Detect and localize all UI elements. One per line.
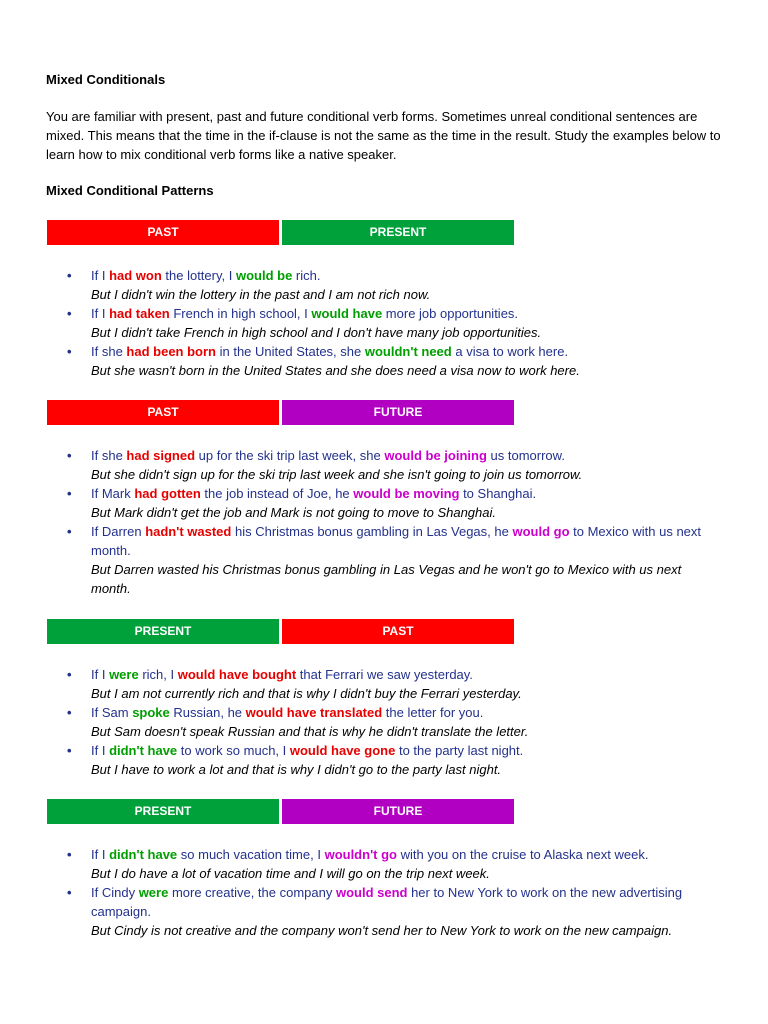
example-item [91, 883, 718, 940]
sentence-text: the lottery, I [161, 268, 236, 283]
sentence-text: more job opportunities. [382, 306, 519, 321]
example-sentence [91, 703, 718, 722]
pattern-headers [47, 799, 736, 824]
example-sentence [91, 741, 718, 760]
patterns-heading: Mixed Conditional Patterns [46, 183, 214, 198]
if-clause-time-header: PAST [47, 400, 279, 425]
example-item [91, 484, 718, 522]
sentence-text: with you on the cruise to Alaska next week. [396, 847, 649, 862]
bullet-icon [67, 522, 72, 541]
sentence-text: rich. [292, 268, 321, 283]
bullet-icon [67, 304, 72, 323]
result-clause-verb: would have [311, 306, 383, 321]
if-clause-verb: had taken [109, 306, 170, 321]
if-clause-verb: were [109, 667, 139, 682]
sentence-text: the job instead of Joe, he [200, 486, 354, 501]
example-sentence [91, 665, 718, 684]
pattern-section [46, 799, 736, 940]
sentence-text: so much vacation time, I [177, 847, 325, 862]
example-sentence [91, 304, 718, 323]
pattern-section [46, 220, 736, 380]
sentence-text: to work so much, I [177, 743, 290, 758]
sentence-text: If Sam [91, 705, 133, 720]
sentence-text: If Darren [91, 524, 146, 539]
intro-paragraph: You are familiar with present, past and future conditional verb forms. Sometimes unreal conditional sentences are mixed. This means that the time in the if-clause is not the same as the time in the result. Study the examples below to learn how to mix conditional verb forms like a native speaker. [46, 109, 721, 162]
pattern-headers [47, 619, 736, 644]
result-clause-verb: would have bought [177, 667, 297, 682]
sentence-text: a visa to work here. [451, 344, 569, 359]
result-time-header: PAST [282, 619, 514, 644]
example-item [91, 266, 718, 304]
if-clause-verb: had signed [126, 448, 196, 463]
result-time-header: FUTURE [282, 799, 514, 824]
result-clause-verb: would be [235, 268, 293, 283]
example-item [91, 342, 718, 380]
sentence-text: up for the ski trip last week, she [195, 448, 385, 463]
example-explanation: But Cindy is not creative and the company won't send her to New York to work on the new campaign. [91, 923, 673, 938]
bullet-icon [67, 342, 72, 361]
example-explanation: But I didn't win the lottery in the past and I am not rich now. [91, 287, 431, 302]
sentence-text: more creative, the company [168, 885, 336, 900]
bullet-icon [67, 484, 72, 503]
result-clause-verb: wouldn't go [324, 847, 397, 862]
sentence-text: If I [91, 743, 110, 758]
example-explanation: But Mark didn't get the job and Mark is not going to move to Shanghai. [91, 505, 496, 520]
result-clause-verb: would have gone [289, 743, 396, 758]
bullet-icon [67, 883, 72, 902]
sentence-text: in the United States, she [215, 344, 365, 359]
if-clause-time-header: PRESENT [47, 619, 279, 644]
if-clause-time-header: PAST [47, 220, 279, 245]
result-clause-verb: would send [335, 885, 408, 900]
example-explanation: But I have to work a lot and that is why I didn't go to the party last night. [91, 762, 502, 777]
example-sentence [91, 266, 718, 285]
examples-list [46, 446, 718, 598]
sentence-text: rich, I [138, 667, 178, 682]
if-clause-verb: didn't have [109, 743, 178, 758]
example-sentence [91, 342, 718, 361]
examples-list [46, 266, 718, 380]
sentence-text: French in high school, I [169, 306, 312, 321]
example-item [91, 703, 718, 741]
bullet-icon [67, 266, 72, 285]
result-time-header: PRESENT [282, 220, 514, 245]
document-title: Mixed Conditionals [46, 72, 166, 87]
sentence-text: If she [91, 344, 127, 359]
if-clause-verb: spoke [132, 705, 170, 720]
result-clause-verb: would be joining [384, 448, 487, 463]
example-sentence [91, 446, 718, 465]
if-clause-verb: had gotten [134, 486, 201, 501]
example-item [91, 741, 718, 779]
bullet-icon [67, 703, 72, 722]
sentence-text: his Christmas bonus gambling in Las Vegas, he [231, 524, 513, 539]
pattern-headers [47, 220, 736, 245]
example-sentence [91, 484, 718, 503]
example-explanation: But she didn't sign up for the ski trip last week and she isn't going to join us tomorrow. [91, 467, 583, 482]
example-item [91, 446, 718, 484]
pattern-section [46, 400, 736, 598]
result-clause-verb: wouldn't need [364, 344, 452, 359]
example-item [91, 304, 718, 342]
sentence-text: If I [91, 306, 110, 321]
examples-list [46, 665, 718, 779]
pattern-headers [47, 400, 736, 425]
example-explanation: But I am not currently rich and that is why I didn't buy the Ferrari yesterday. [91, 686, 522, 701]
if-clause-time-header: PRESENT [47, 799, 279, 824]
sentence-text: to the party last night. [395, 743, 524, 758]
sentence-text: If Mark [91, 486, 135, 501]
example-explanation: But she wasn't born in the United States and she does need a visa now to work here. [91, 363, 580, 378]
example-explanation: But I do have a lot of vacation time and I will go on the trip next week. [91, 866, 490, 881]
sentence-text: to Shanghai. [459, 486, 537, 501]
if-clause-verb: didn't have [109, 847, 178, 862]
sentence-text: her to New York to work on the new advertising campaign. [91, 885, 683, 919]
example-item [91, 522, 718, 598]
result-clause-verb: would be moving [353, 486, 460, 501]
bullet-icon [67, 741, 72, 760]
result-clause-verb: would have translated [245, 705, 383, 720]
example-sentence [91, 883, 718, 921]
example-item [91, 845, 718, 883]
examples-list [46, 845, 718, 940]
bullet-icon [67, 446, 72, 465]
sentence-text: the letter for you. [382, 705, 484, 720]
sentence-text: If she [91, 448, 127, 463]
sentence-text: If I [91, 268, 110, 283]
example-explanation: But Sam doesn't speak Russian and that is why he didn't translate the letter. [91, 724, 529, 739]
sentence-text: to Mexico with us next month. [91, 524, 702, 558]
sentence-text: If I [91, 667, 110, 682]
sentence-text: us tomorrow. [486, 448, 565, 463]
sentence-text: that Ferrari we saw yesterday. [296, 667, 473, 682]
example-item [91, 665, 718, 703]
sentence-text: If Cindy [91, 885, 139, 900]
example-explanation: But I didn't take French in high school and I don't have many job opportunities. [91, 325, 542, 340]
bullet-icon [67, 665, 72, 684]
bullet-icon [67, 845, 72, 864]
pattern-section [46, 619, 736, 779]
if-clause-verb: had won [109, 268, 162, 283]
if-clause-verb: hadn't wasted [145, 524, 232, 539]
result-time-header: FUTURE [282, 400, 514, 425]
result-clause-verb: would go [512, 524, 570, 539]
sentence-text: Russian, he [169, 705, 246, 720]
example-sentence [91, 845, 718, 864]
example-sentence [91, 522, 718, 560]
sentence-text: If I [91, 847, 110, 862]
if-clause-verb: were [138, 885, 169, 900]
example-explanation: But Darren wasted his Christmas bonus gambling in Las Vegas and he won't go to Mexico with us next month. [91, 562, 682, 596]
if-clause-verb: had been born [126, 344, 216, 359]
